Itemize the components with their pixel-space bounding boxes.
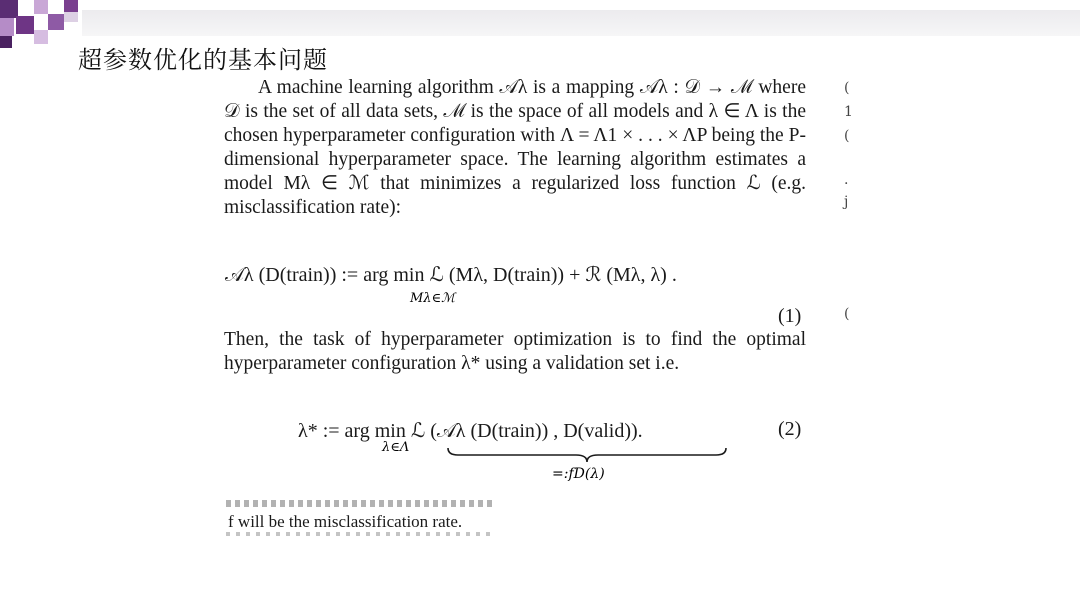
equation-1-subscript: Mλ∈ℳ	[410, 291, 456, 306]
edge-mark: 1	[844, 104, 853, 120]
equation-2-subscript: λ∈Λ	[382, 440, 410, 455]
equation-2: λ* := arg min ℒ (𝒜λ (D(train)) , D(valid)).	[298, 420, 643, 442]
underbrace	[446, 446, 728, 464]
edge-mark: .	[844, 172, 849, 188]
paragraph-intro: A machine learning algorithm 𝒜λ is a mapping 𝒜λ : 𝒟 → ℳ where 𝒟 is the set of all data sets, ℳ is the space of all models and λ ∈ Λ is the chosen hyperparameter configuration with Λ = Λ1 × . . . × ΛP being the P-dimensional hyperparameter space. The learning algorithm estimates a model Mλ ∈ ℳ that minimizes a regularized loss function ℒ (e.g. misclassification rate):	[224, 77, 806, 218]
paper-fragment: f will be the misclassification rate.	[228, 512, 463, 531]
slide-title: 超参数优化的基本问题	[78, 46, 328, 74]
edge-mark: (	[844, 128, 850, 144]
equation-1: 𝒜λ (D(train)) := arg min ℒ (Mλ, D(train)) + ℛ (Mλ, λ) .	[225, 264, 677, 286]
edge-mark: (	[844, 306, 850, 322]
clipped-text-line	[226, 500, 494, 507]
paper-task	[224, 328, 806, 376]
corner-decoration	[0, 0, 90, 52]
underbrace-label: =:fD(λ)	[552, 466, 605, 482]
equation-2-number: (2)	[778, 418, 802, 440]
paper-excerpt	[224, 76, 806, 220]
equation-1-number: (1)	[778, 305, 802, 327]
edge-mark: j	[844, 194, 849, 210]
top-bar	[82, 10, 1080, 36]
paragraph-task: Then, the task of hyperparameter optimization is to find the optimal hyperparameter configuration λ* using a validation set i.e.	[224, 329, 806, 374]
clipped-text-line-bottom	[226, 532, 494, 536]
edge-mark: (	[844, 80, 850, 96]
